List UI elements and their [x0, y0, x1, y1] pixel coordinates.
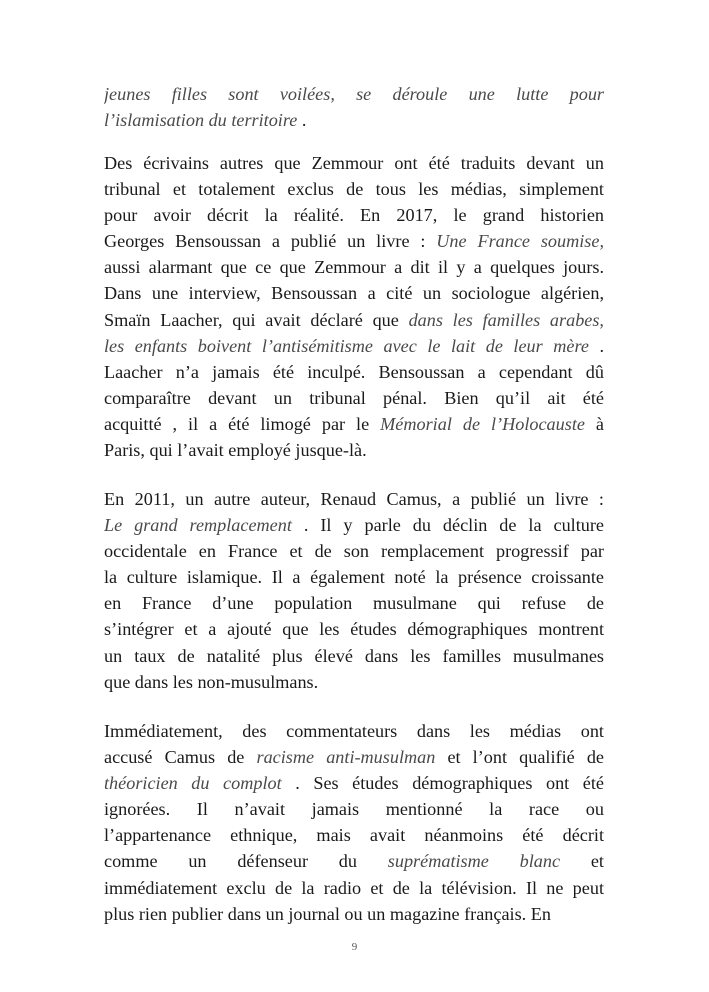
- text-line: [104, 254, 604, 280]
- paragraph-1: [104, 81, 604, 133]
- text-line: [104, 228, 604, 254]
- text-run: ignorées. Il n’avait jamais mentionné la race ou: [104, 799, 604, 820]
- text-run: et l’ont qualifié de: [435, 747, 604, 768]
- text-line: [104, 796, 604, 822]
- italic-text: les enfants boivent l’antisémitisme avec le lait de leur mère: [104, 335, 589, 356]
- text-run: Paris, qui l’avait employé jusque-là.: [104, 440, 367, 461]
- text-run: que dans les non-musulmans.: [104, 671, 319, 692]
- text-run: plus rien publier dans un journal ou un magazine français. En: [104, 903, 551, 924]
- text-run: s’intégrer et a ajouté que les études démographiques montrent: [104, 619, 604, 640]
- text-line: [104, 538, 604, 564]
- text-run: l’appartenance ethnique, mais avait néanmoins été décrit: [104, 825, 604, 846]
- text-run: En 2011, un autre auteur, Renaud Camus, a publié un livre :: [104, 489, 604, 509]
- paragraph-3: [104, 486, 604, 695]
- italic-text: l’islamisation du territoire: [104, 110, 298, 131]
- text-run: à: [584, 413, 604, 434]
- text-run: Georges Bensoussan a publié un livre :: [104, 231, 437, 252]
- text-run: Des écrivains autres que Zemmour ont été traduits devant un: [104, 153, 604, 173]
- italic-text: théoricien du complot: [104, 773, 282, 794]
- text-line: [104, 359, 604, 385]
- paragraph-2: [104, 150, 604, 463]
- text-run: . Il y parle du déclin de la culture: [291, 515, 604, 536]
- text-line: [104, 107, 604, 133]
- text-run: accusé Camus de: [104, 747, 257, 768]
- text-run: Smaïn Laacher, qui avait déclaré que: [104, 309, 409, 330]
- text-line: [104, 437, 604, 463]
- italic-text: Mémorial de l’Holocauste: [380, 413, 585, 434]
- text-run: acquitté , il a été limogé par le: [104, 413, 381, 434]
- text-line: [104, 901, 604, 927]
- text-run: aussi alarmant que ce que Zemmour a dit il y a quelques jours.: [104, 257, 604, 278]
- text-line: [104, 822, 604, 848]
- page-number: 9: [351, 941, 358, 953]
- text-run: . Ses études démographiques ont été: [281, 773, 604, 794]
- italic-text: racisme anti-musulman: [256, 747, 436, 768]
- text-line: [104, 202, 604, 228]
- italic-text: suprématisme blanc: [387, 851, 561, 872]
- text-run: Laacher n’a jamais été inculpé. Bensoussan a cependant dû: [104, 361, 604, 382]
- text-run: Dans une interview, Bensoussan a cité un sociologue algérien,: [104, 283, 604, 304]
- text-line: [104, 718, 604, 744]
- text-line: [104, 486, 604, 512]
- italic-text: jeunes filles sont voilées, se déroule une lutte pour: [104, 84, 604, 104]
- text-line: [104, 150, 604, 176]
- text-line: [104, 307, 604, 333]
- italic-text: Le grand remplacement: [104, 515, 292, 536]
- text-line: [104, 744, 604, 770]
- text-line: [104, 643, 604, 669]
- paragraph-4: [104, 718, 604, 927]
- text-line: [104, 81, 604, 107]
- italic-text: dans les familles arabes,: [408, 309, 604, 330]
- text-run: comparaître devant un tribunal pénal. Bien qu’il ait été: [104, 387, 604, 408]
- italic-text: Une France soumise,: [436, 231, 604, 252]
- text-line: [104, 590, 604, 616]
- text-line: [104, 669, 604, 695]
- text-line: [104, 564, 604, 590]
- text-run: en France d’une population musulmane qui refuse de: [104, 593, 604, 614]
- text-run: .: [588, 335, 604, 356]
- text-run: la culture islamique. Il a également noté la présence croissante: [104, 567, 604, 588]
- text-line: [104, 411, 604, 437]
- text-line: [104, 385, 604, 411]
- text-line: [104, 333, 604, 359]
- text-run: pour avoir décrit la réalité. En 2017, le grand historien: [104, 205, 604, 226]
- text-line: [104, 512, 604, 538]
- text-run: occidentale en France et de son remplacement progressif par: [104, 541, 604, 562]
- text-line: [104, 848, 604, 874]
- text-run: comme un défenseur du: [104, 851, 388, 872]
- text-line: [104, 616, 604, 642]
- text-run: et: [560, 851, 604, 872]
- text-line: [104, 770, 604, 796]
- text-run: immédiatement exclu de la radio et de la télévision. Il ne peut: [104, 877, 604, 898]
- text-line: [104, 176, 604, 202]
- text-line: [104, 280, 604, 306]
- text-line: [104, 875, 604, 901]
- text-run: un taux de natalité plus élevé dans les familles musulmanes: [104, 645, 604, 666]
- text-run: tribunal et totalement exclus de tous les médias, simplement: [104, 179, 604, 200]
- text-run: .: [297, 110, 307, 131]
- text-run: Immédiatement, des commentateurs dans les médias ont: [104, 721, 604, 741]
